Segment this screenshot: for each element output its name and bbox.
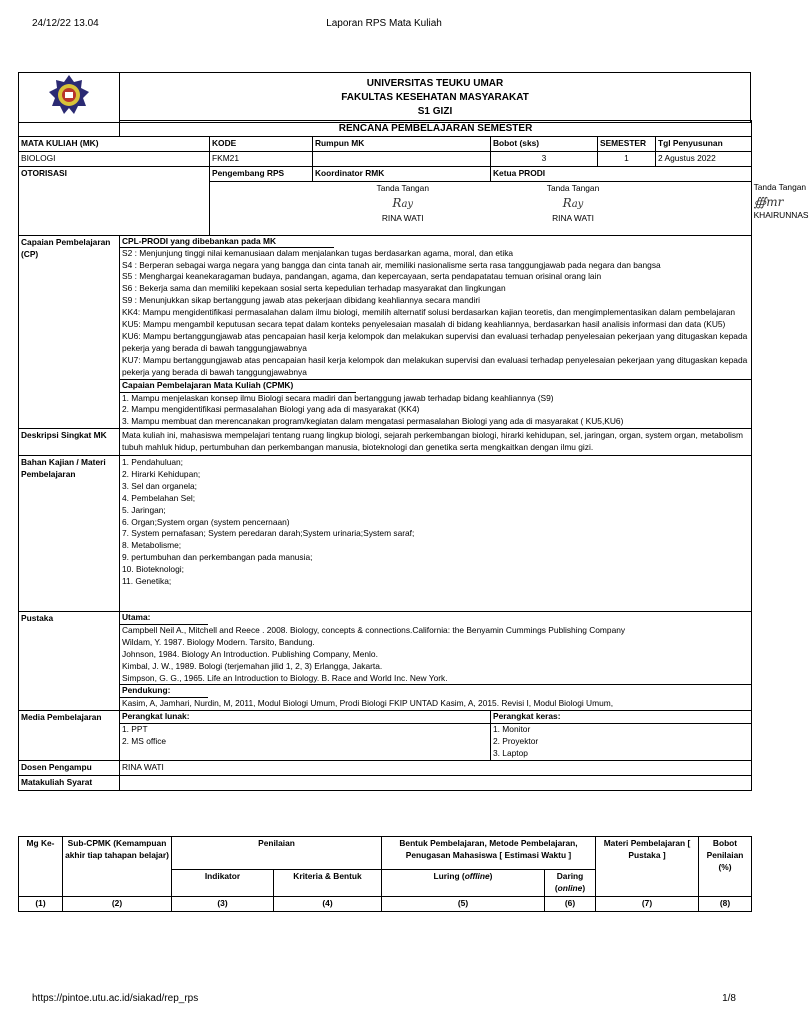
plan-num: (1) (19, 896, 63, 911)
dosen-label: Dosen Pengampu (19, 760, 120, 775)
course-name: BIOLOGI (19, 151, 210, 166)
print-page-number: 1/8 (722, 993, 736, 1004)
plan-col-bentuk: Bentuk Pembelajaran, Metode Pembelajaran, Penugasan Mahasiswa [ Estimasi Waktu ] (382, 837, 596, 870)
col-semester: SEMESTER (598, 137, 656, 152)
pustaka-utama-label: Utama: (122, 612, 151, 623)
bahan-label: Bahan Kajian / Materi Pembelajaran (19, 456, 120, 612)
course-rumpun (313, 151, 491, 166)
document-title: RENCANA PEMBELAJARAN SEMESTER (120, 121, 752, 137)
plan-col-luring: Luring (offline) (382, 870, 545, 897)
plan-col-materi: Materi Pembelajaran [ Pustaka ] (596, 837, 699, 897)
pengembang-label: Pengembang RPS (210, 166, 313, 181)
cpl-title: CPL-PRODI yang dibebankan pada MK (122, 235, 277, 246)
cpl-item: S6 : Bekerja sama dan memiliki kepekaan sosial serta kepedulian terhadap masyarakat dan lingkungan (122, 283, 506, 294)
plan-num: (7) (596, 896, 699, 911)
bahan-item: 11. Genetika; (122, 576, 172, 587)
cpl-item: S5 : Menghargai keanekaragaman budaya, pandangan, agama, dan kepercayaan, serta pendapatatau temuan orisinal orang lain (122, 271, 602, 282)
cpl-item: S4 : Berperan sebagai warga negara yang bangga dan cinta tanah air, memiliki nasionalisme serta rasa tanggungjawab pada negara dan bangsa (122, 259, 661, 270)
cpl-item: KU5: Mampu mengambil keputusan secara tepat dalam konteks penyelesaian masalah di bidang keahliannya, berdasarkan hasil analisis informasi dan data (KU5) (122, 319, 726, 330)
media-lunak-label: Perangkat lunak: (120, 711, 490, 724)
plan-table (18, 836, 752, 912)
col-kode: KODE (210, 137, 313, 152)
pustaka-utama-item: Kimbal, J. W., 1989. Bologi (terjemahan jilid 1, 2, 3) Erlangga, Jakarta. (122, 660, 383, 671)
pustaka-utama-item: Wildam, Y. 1987. Biology Modern. Tarsito, Bandung. (122, 636, 315, 647)
pustaka-label: Pustaka (19, 612, 120, 711)
otorisasi-label: OTORISASI (19, 166, 210, 235)
pustaka-pendukung-item: Kasim, A, Jamhari, Nurdin, M, 2011, Modul Biologi Umum, Prodi Biologi FKIP UNTAD Kasim, A, 2015. Revisi I, Modul Biologi Umum, (122, 698, 614, 709)
media-keras-label: Perangkat keras: (491, 711, 751, 724)
plan-col-penilaian: Penilaian (172, 837, 382, 870)
cpl-item: S9 : Menunjukkan sikap bertanggung jawab atas pekerjaan dibidang keahliannya secara mandiri (122, 295, 481, 306)
cp-label: Capaian Pembelajaran (CP) (19, 235, 120, 429)
course-semester: 1 (598, 151, 656, 166)
koordinator-tanda-tangan: Tanda Tangan (546, 182, 600, 193)
institution-header (18, 72, 751, 123)
course-date: 2 Agustus 2022 (656, 151, 752, 166)
plan-col-bobot: Bobot Penilaian (%) (699, 837, 752, 897)
media-lunak-item: 1. PPT (122, 724, 148, 735)
bahan-item: 10. Bioteknologi; (122, 564, 184, 575)
bahan-item: 2. Hirarki Kehidupan; (122, 468, 201, 479)
pustaka-utama-item: Johnson, 1984. Biology An Introduction. Publishing Company, Menlo. (122, 648, 378, 659)
ketua-tanda-tangan: Tanda Tangan (753, 182, 807, 193)
cpmk-title: Capaian Pembelajaran Mata Kuliah (CPMK) (122, 379, 294, 390)
pengembang-name: RINA WATI (381, 212, 424, 223)
ketua-label: Ketua PRODI (491, 166, 598, 181)
plan-num: (4) (274, 896, 382, 911)
media-keras-item: 1. Monitor (493, 724, 531, 735)
media-label: Media Pembelajaran (19, 711, 120, 761)
plan-num: (8) (699, 896, 752, 911)
course-sks: 3 (491, 151, 598, 166)
plan-col-mg: Mg Ke- (19, 837, 63, 897)
col-mata-kuliah: MATA KULIAH (MK) (19, 137, 210, 152)
pengembang-tanda-tangan: Tanda Tangan (376, 182, 429, 193)
print-title: Laporan RPS Mata Kuliah (326, 18, 442, 29)
cpl-item: KK4: Mampu mengidentifikasi permasalahan dalam ilmu biologi, memilih alternatif solusi berdasarkan kajian teoretis, dan mengimplementasikan dalam pembelajaran (122, 307, 736, 318)
deskripsi-text: Mata kuliah ini, mahasiswa mempelajari tentang ruang lingkup biologi, sejarah perkembangan biologi, hirarki kehidupan, sel, jaringan, organ, system organ, metabolism tubuh mahluk hidup, pertumbuhan dan perkembangan manusia, bioteknologi dan genetika serta mengkaitkan dengan ilmu gizi. (120, 429, 752, 456)
syarat-value (120, 775, 752, 790)
cpmk-item: 3. Mampu membuat dan merencanakan program/kegiatan dalam mengatasi permasalahan Biologi yang ada di masyarakat ( KU5,KU6) (122, 416, 624, 427)
bahan-list (120, 456, 752, 612)
cpl-list (120, 248, 751, 379)
ketua-name: KHAIRUNNAS (753, 210, 809, 221)
bahan-item: 3. Sel dan organela; (122, 480, 197, 491)
bahan-item: 7. System pernafasan; System peredaran darah;System urinaria;System saraf; (122, 528, 415, 539)
col-bobot: Bobot (sks) (491, 137, 598, 152)
plan-num: (3) (172, 896, 274, 911)
bahan-item: 6. Organ;System organ (system pencernaan) (122, 516, 290, 527)
plan-num: (5) (382, 896, 545, 911)
university-name: UNIVERSITAS TEUKU UMAR (366, 77, 504, 89)
plan-col-daring: Daring (online) (545, 870, 596, 897)
syarat-label: Matakuliah Syarat (19, 775, 120, 790)
cpl-item: S2 : Menjunjung tinggi nilai kemanusiaan dalam menjalankan tugas berdasarkan agama, moral, dan etika (122, 247, 514, 258)
faculty-name: FAKULTAS KESEHATAN MASYARAKAT (341, 91, 529, 103)
bahan-item: 8. Metabolisme; (122, 540, 182, 551)
cpmk-item: 1. Mampu menjelaskan konsep ilmu Biologi secara madiri dan bertanggung jawab terhadap bidang keahliannya (S9) (122, 392, 554, 403)
print-url: https://pintoe.utu.ac.id/siakad/rep_rps (32, 993, 199, 1004)
course-code: FKM21 (210, 151, 313, 166)
cpmk-item: 2. Mampu mengidentifikasi permasalahan Biologi yang ada di masyarakat (KK4) (122, 404, 420, 415)
plan-num: (6) (545, 896, 596, 911)
university-seal-icon (48, 74, 90, 116)
cpl-item: KU6: Mampu bertanggungjawab atas pencapaian hasil kerja kelompok dan melakukan supervisi dan evaluasi terhadap penyelesaian pekerjaan yang ditugaskan kepada pekerja yang berada di bawah tanggungjawabnya (122, 330, 748, 353)
col-rumpun: Rumpun MK (313, 137, 491, 152)
rps-table: RENCANA PEMBELAJARAN SEMESTER MATA KULIAH (MK) KODE Rumpun MK Bobot (sks) SEMESTER Tgl Penyusunan BIOLOGI FKM21 3 1 2 Agustus 2022 OTORISASI Pengembang RPS Koordinator RMK Ketua PRODI Tanda Tangan Ray RINA WATI Tanda Tangan Ray RINA WATI Tanda Tangan ∰mr KHAIRUNNAS Capaian Pembelajaran (CP) CPL-PRODI yang dibebankan pada MK S2 : Menjunjung tinggi nilai kemanusiaan dalam menjalankan tugas berdasarkan agama, moral, dan etika S4 : Berperan sebagai warga negara yang bangga dan cinta tanah air, memiliki nasionalisme serta rasa tanggungjawab pada negara dan bangsa S5 : Menghargai keanekaragaman budaya, pandangan, agama, dan kepercayaan, serta pendapatatau temuan orisinal orang lain S6 : Bekerja sama dan memiliki kepekaan sosial serta kepedulian terhadap masyarakat dan lingkungan S9 : Menunjukkan sikap bertanggung jawab atas pekerjaan dibidang keahliannya secara mandiri KK4: Mampu mengidentifikasi permasalahan dalam ilmu biologi, memilih alternatif solusi berdasarkan kajian teoretis, dan mengimplementasikan dalam pembelajaran KU5: Mampu mengambil keputusan secara tepat dalam konteks penyelesaian masalah di bidang keahliannya, berdasarkan hasil analisis informasi dan data (KU5) KU6: Mampu bertanggungjawab atas pencapaian hasil kerja kelompok dan melakukan supervisi dan evaluasi terhadap penyelesaian pekerjaan yang ditugaskan kepada pekerja yang berada di bawah tanggungjawabnya KU7: Mampu bertanggungjawab atas pencapaian hasil kerja kelompok dan melakukan supervisi dan evaluasi terhadap penyelesaian pekerjaan yang ditugaskan kepada pekerja yang berada di bawah tanggungjawabnya Capaian Pembelajaran Mata Kuliah (CPMK) 1. Mampu menjelaskan konsep ilmu Biologi secara madiri dan bertanggung jawab terhadap bidang keahliannya (S9) 2. Mampu mengidentifikasi permasalahan Biologi yang ada di masyarakat (KK4) 3. Mampu membuat dan merencanakan program/kegiatan dalam mengatasi permasalahan Biologi yang ada di masyarakat ( KU5,KU6) Deskripsi Singkat MK Mata kuliah ini, mahasiswa mempelajari tentang ruang lingkup biologi, sejarah perkembangan biologi, hirarki kehidupan, sel, jaringan, organ, system organ, metabolism tubuh mahluk hidup, pertumbuhan dan perkembangan manusia, bioteknologi dan genetika serta mengkaitkan dengan ilmu gizi. Bahan Kajian / Materi Pembelajaran 1. Pendahuluan; 2. Hirarki Kehidupan; 3. Sel dan organela; 4. Pembelahan Sel; 5. Jaringan; 6. Organ;System organ (system pencernaan) 7. System pernafasan; System peredaran darah;System urinaria;System saraf; 8. Metabolisme; 9. pertumbuhan dan perkembangan pada manusia; 10. Bioteknologi; 11. Genetika; Pustaka Utama: Campbell Neil A., Mitchell and Reece . 2008. Biology, concepts & connections.California: the Benyamin Cummings Publishing Company Wildam, Y. 1987. Biology Modern. Tarsito, Bandung. Johnson, 1984. Biology An Introduction. Publishing Company, Menlo. Kimbal, J. W., 1989. Bologi (terjemahan jilid 1, 2, 3) Erlangga, Jakarta. Simpson, G. G., 1965. Life an Introduction to Biology. B. Race and World Inc. New York. Pendukung: Kasim, A, Jamhari, Nurdin, M, 2011, Modul Biologi Umum, Prodi Biologi FKIP UNTAD Kasim, A, 2015. Revisi I, Modul Biologi Umum, Media Pembelajaran Perangkat lunak: 1. PPT 2. MS office Perangkat keras: 1. Monitor 2. Proyektor 3. Laptop Dosen Pengampu RINA WATI Matakuliah Syarat (18, 120, 752, 791)
bahan-item: 1. Pendahuluan; (122, 457, 184, 468)
media-keras-item: 3. Laptop (493, 748, 528, 758)
program-name: S1 GIZI (417, 105, 453, 117)
plan-col-indikator: Indikator (172, 870, 274, 897)
koordinator-label: Koordinator RMK (313, 166, 491, 181)
media-keras-item: 2. Proyektor (493, 736, 539, 747)
print-datetime: 24/12/22 13.04 (32, 18, 99, 29)
media-lunak-item: 2. MS office (122, 736, 167, 747)
plan-col-subcpmk: Sub-CPMK (Kemampuan akhir tiap tahapan belajar) (63, 837, 172, 897)
plan-col-kriteria: Kriteria & Bentuk (274, 870, 382, 897)
university-logo (19, 73, 120, 123)
bahan-item: 9. pertumbuhan dan perkembangan pada manusia; (122, 552, 313, 563)
cpl-item: KU7: Mampu bertanggungjawab atas pencapaian hasil kerja kelompok dan melakukan supervisi dan evaluasi terhadap penyelesaian pekerjaan yang ditugaskan kepada pekerja yang berada di bawah tanggungjawabnya (122, 354, 748, 377)
dosen-value: RINA WATI (120, 760, 752, 775)
bahan-item: 4. Pembelahan Sel; (122, 492, 196, 503)
koordinator-name: RINA WATI (552, 212, 594, 223)
pengembang-signature: Ray (392, 195, 414, 210)
koordinator-signature: Ray (562, 195, 584, 210)
pustaka-utama-item: Campbell Neil A., Mitchell and Reece . 2008. Biology, concepts & connections.California: the Benyamin Cummings Publishing Company (122, 624, 626, 635)
pustaka-pendukung-label: Pendukung: (122, 685, 171, 696)
cpmk-list (120, 393, 751, 429)
bahan-item: 5. Jaringan; (122, 504, 166, 515)
plan-num: (2) (63, 896, 172, 911)
deskripsi-label: Deskripsi Singkat MK (19, 429, 120, 456)
col-tgl: Tgl Penyusunan (656, 137, 752, 152)
pustaka-utama-item: Simpson, G. G., 1965. Life an Introduction to Biology. B. Race and World Inc. New York. (122, 672, 448, 683)
